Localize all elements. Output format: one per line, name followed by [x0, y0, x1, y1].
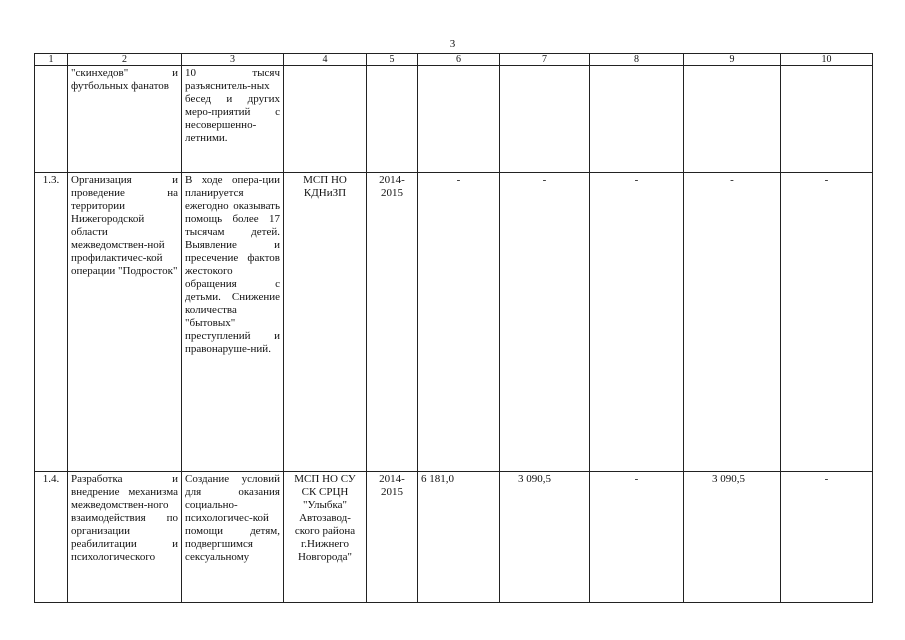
column-number-1: 1	[35, 54, 68, 66]
executor-cell: МСП НО СУ СК СРЦН "Улыбка" Автозавод-ского района г.Нижнего Новгорода"	[284, 472, 367, 603]
column-number-7: 7	[500, 54, 590, 66]
table-row	[35, 66, 873, 173]
funding-column-7-cell	[500, 66, 590, 173]
expected-result-cell: 10 тысяч разъяснитель-ных бесед и других меро-приятий с несовершенно-летними.	[182, 66, 284, 173]
table-row	[35, 173, 873, 472]
item-number-cell: 1.4.	[35, 472, 68, 603]
total-funding-cell	[418, 66, 500, 173]
column-number-9: 9	[684, 54, 781, 66]
expected-result-cell: В ходе опера-ции планируется ежегодно оказывать помощь более 17 тысячам детей. Выявление и пресечение фактов жестокого обращения с детьми. Снижение количества "бытовых" преступлений и правонаруше-ний.	[182, 173, 284, 472]
executor-cell	[284, 66, 367, 173]
funding-column-9-cell: 3 090,5	[684, 472, 781, 603]
period-cell: 2014-2015	[367, 472, 418, 603]
program-table	[34, 53, 873, 603]
funding-column-8-cell	[590, 66, 684, 173]
column-number-5: 5	[367, 54, 418, 66]
funding-column-10-cell: -	[781, 173, 873, 472]
page-number: 3	[449, 38, 456, 50]
expected-result-cell: Создание условий для оказания социально-психологичес-кой помощи детям, подвергшимся сексуальному	[182, 472, 284, 603]
funding-column-8-cell: -	[590, 472, 684, 603]
total-funding-cell: -	[418, 173, 500, 472]
funding-column-10-cell: -	[781, 472, 873, 603]
column-number-8: 8	[590, 54, 684, 66]
funding-column-7-cell: 3 090,5	[500, 472, 590, 603]
funding-column-8-cell: -	[590, 173, 684, 472]
activity-name-cell: "скинхедов" и футбольных фанатов	[68, 66, 182, 173]
header-row	[35, 54, 873, 66]
period-cell	[367, 66, 418, 173]
column-number-10: 10	[781, 54, 873, 66]
executor-cell: МСП НО КДНиЗП	[284, 173, 367, 472]
column-number-4: 4	[284, 54, 367, 66]
period-cell: 2014-2015	[367, 173, 418, 472]
funding-column-9-cell	[684, 66, 781, 173]
funding-column-9-cell: -	[684, 173, 781, 472]
column-number-6: 6	[418, 54, 500, 66]
funding-column-7-cell: -	[500, 173, 590, 472]
table-row	[35, 472, 873, 603]
item-number-cell: 1.3.	[35, 173, 68, 472]
column-number-3: 3	[182, 54, 284, 66]
funding-column-10-cell	[781, 66, 873, 173]
activity-name-cell: Разработка и внедрение механизма межведомствен-ного взаимодействия по организации реабилитации и психологического	[68, 472, 182, 603]
total-funding-cell: 6 181,0	[418, 472, 500, 603]
item-number-cell	[35, 66, 68, 173]
activity-name-cell: Организация и проведение на территории Нижегородской области межведомствен-ной профилактичес-кой операции "Подросток"	[68, 173, 182, 472]
column-number-2: 2	[68, 54, 182, 66]
